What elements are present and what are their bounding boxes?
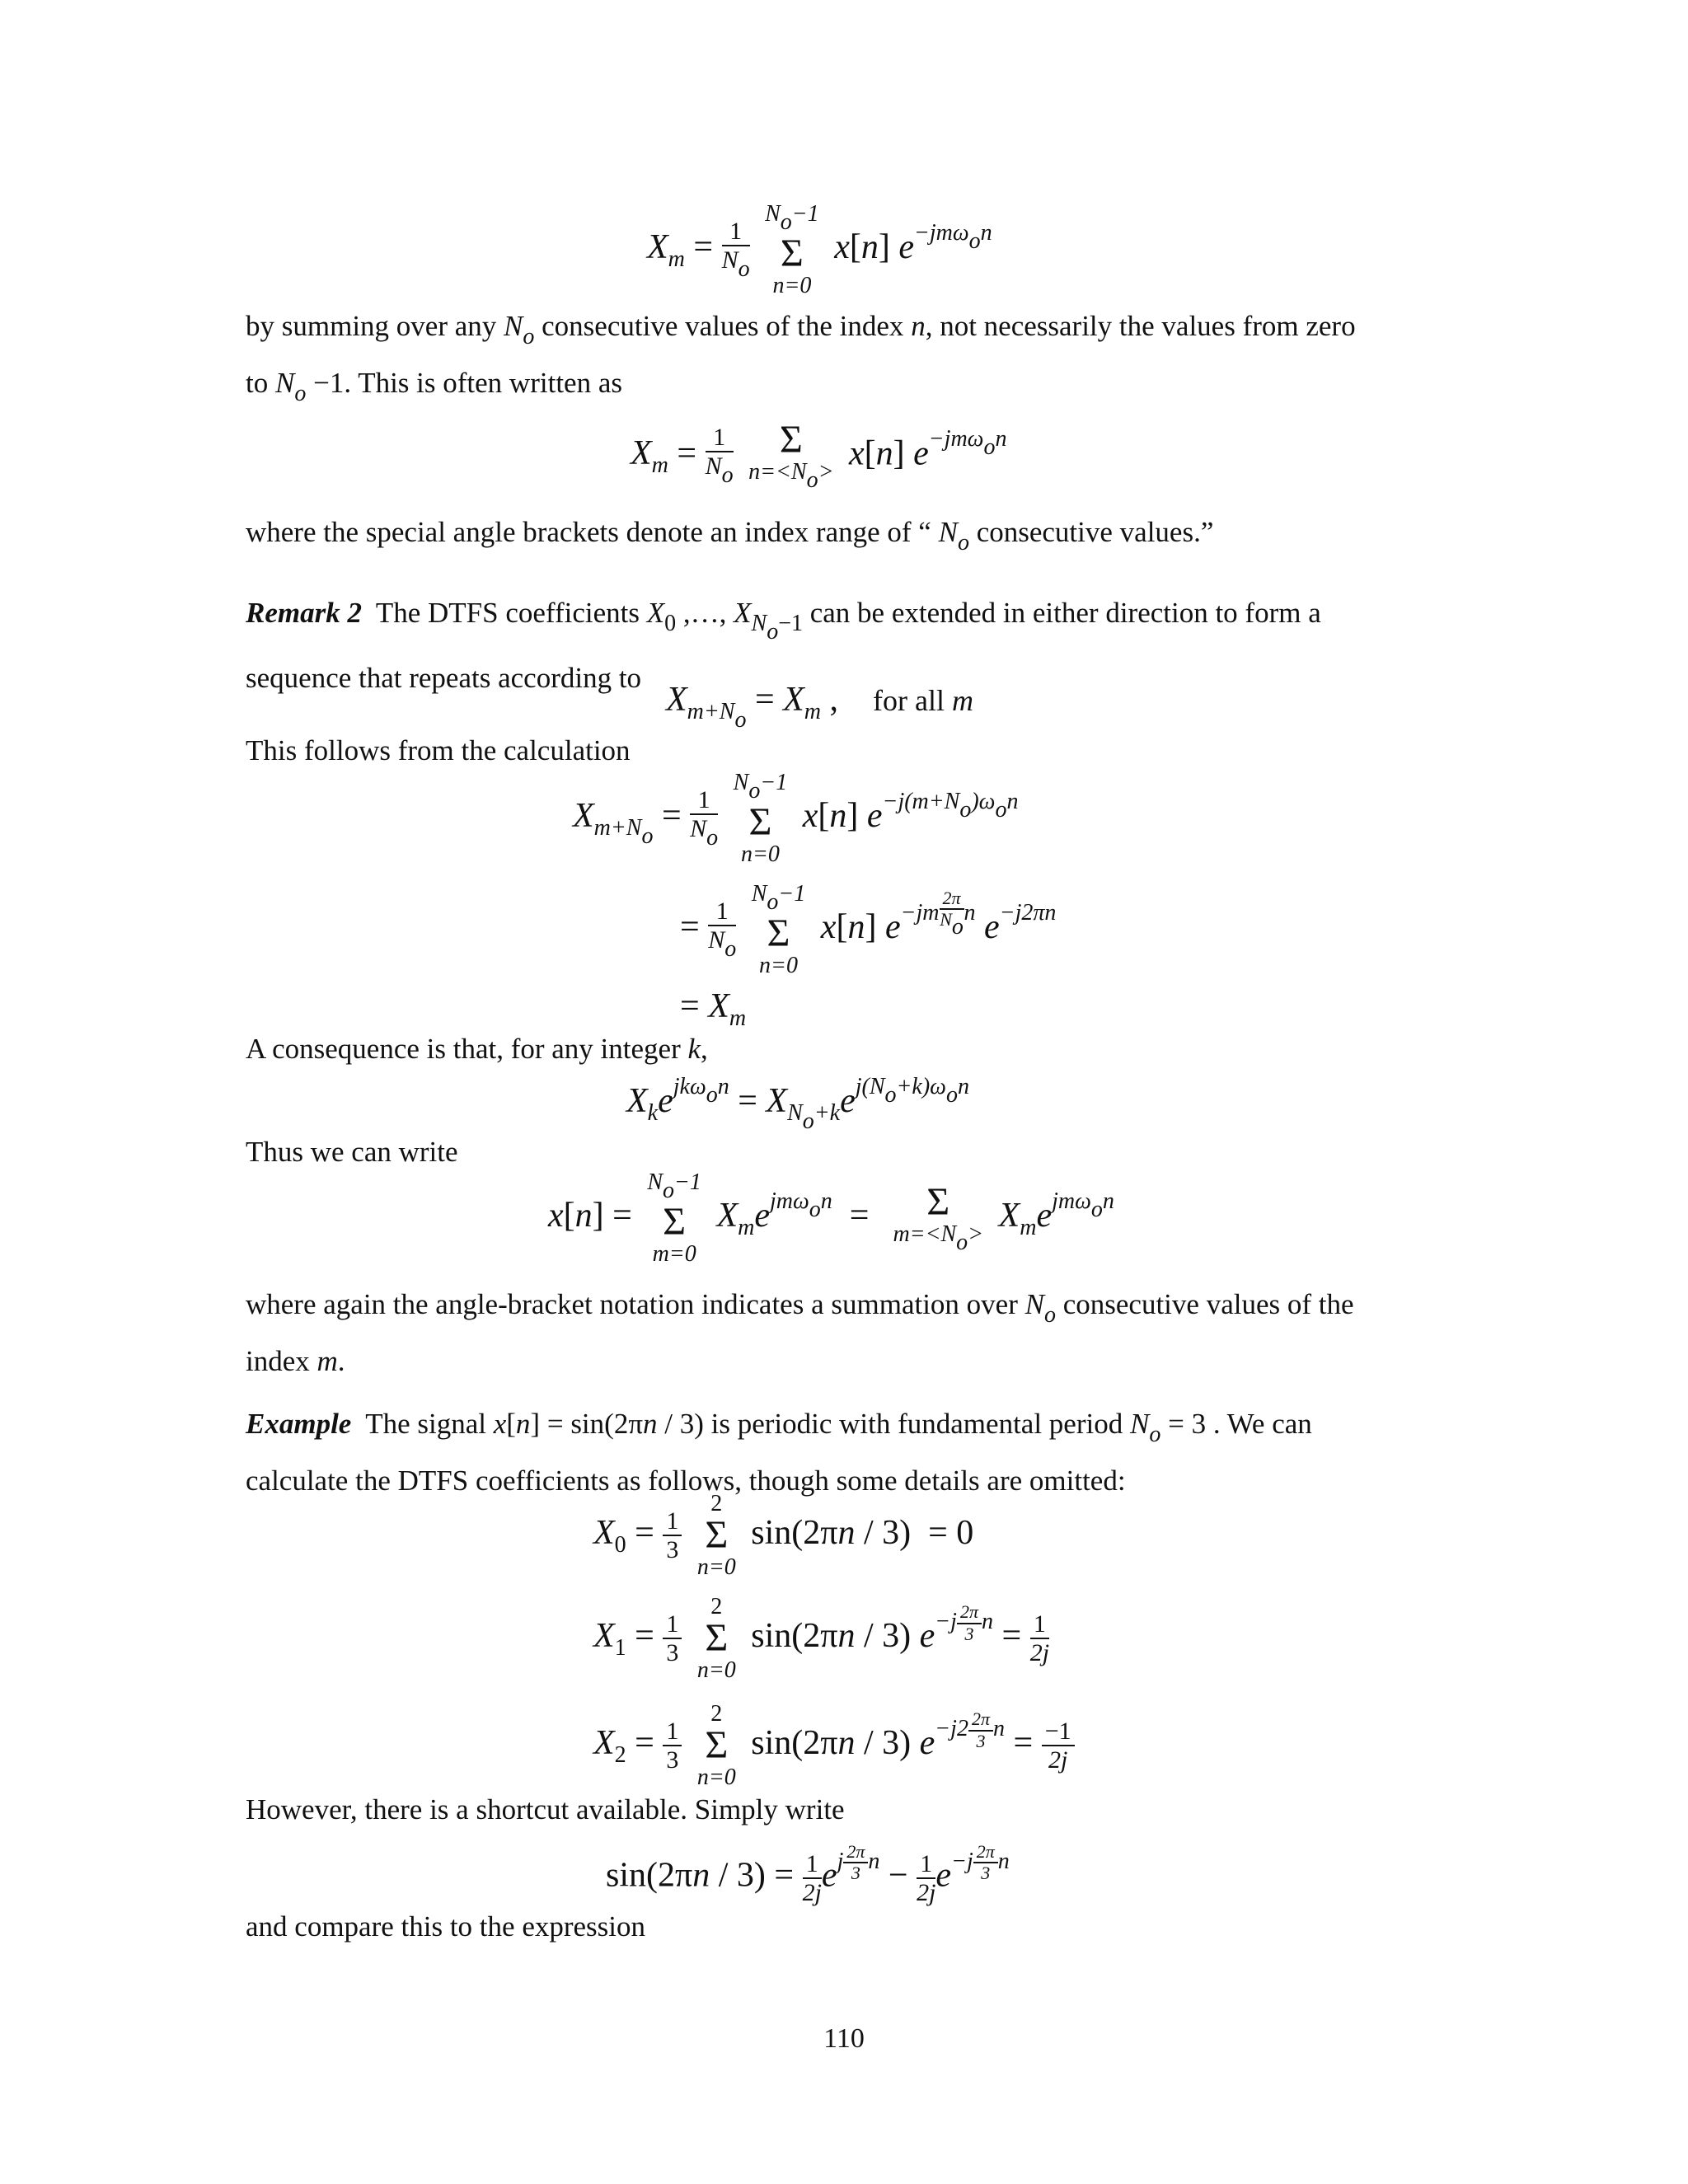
paragraph-again: where again the angle-bracket notation indicates a summation over $N_o$ consecutive values of the index m.: [246, 1288, 1354, 1377]
equation-x2: $X_2$ = $\frac{1}{3}$ 2 Σ n=0 sin(2πn / 3) $e^{-j2 \frac{2\pi}{3} n}$ = $\frac{-1}{2j}$: [593, 1702, 1075, 1790]
equation-x0: $X_0$ = $\frac{1}{3}$ 2 Σ n=0 sin(2πn / 3) = 0: [593, 1491, 974, 1581]
paragraph-compare: and compare this to the expression: [246, 1910, 646, 1943]
paragraph-however: However, there is a shortcut available. Simply write: [246, 1793, 845, 1825]
paragraph-follows: This follows from the calculation: [246, 734, 631, 766]
paragraph-summing: by summing over any $N_o$ consecutive values of the index n, not necessarily the values from zero to $N_o -1$. This is often written as: [246, 310, 1356, 406]
paragraph-remark-2: Remark 2 The DTFS coefficients $X_0$ ,…, $X_{N_o-1}$ can be extended in either direction to form a sequence that repeats according to: [246, 597, 1321, 694]
equation-calc-line-3: = $X_m$: [680, 987, 747, 1031]
equation-xm-bracket: $X_m$ = $\frac{1}{N_o}$ Σ $n=<N_o> x[n]$ $e^{-jm\omega_on}$: [631, 418, 1007, 493]
paragraph-example: Example The signal x[n] = sin(2πn / 3) is periodic with fundamental period $N_o = 3$ . We can calculate the DTFS coefficients as follows, though some details are omitted:: [246, 1408, 1312, 1497]
equation-xm-sum: $X_m$ = $\frac{1}{N_o}$ $N_o-1$ Σ n=0 x[n] $e^{-jm\omega_on}$: [647, 201, 992, 299]
equation-x1: $X_1$ = $\frac{1}{3}$ 2 Σ n=0 sin(2πn / 3) $e^{-j \frac{2\pi}{3} n}$ = $\frac{1}{2j}$: [593, 1594, 1050, 1684]
equation-sin-expansion: sin(2πn / 3) = $\frac{1}{2j}$ $e^{j \frac{2\pi}{3} n}$ − $\frac{1}{2j}$ $e^{-j \frac{2\pi}{3} n}$: [606, 1841, 1010, 1906]
paragraph-consequence: A consequence is that, for any integer k,: [246, 1033, 708, 1065]
paragraph-thus: Thus we can write: [246, 1136, 458, 1168]
example-label: Example: [246, 1408, 352, 1440]
equation-xn-synthesis: $x[n] = N_o-1$ Σ m=0 $X_me^{jm\omega_on}$ = Σ $m=<N_o> X_me^{jm\omega_on}$: [548, 1169, 1114, 1268]
remark-label: Remark 2: [246, 597, 362, 629]
equation-calc-line-1: $X_{m+N_o}$ = $\frac{1}{N_o}$ $N_o-1$ Σ n=0 x[n] $e^{-j(m+N_o)\omega_on}$: [573, 770, 1019, 868]
equation-consequence: $X_ke^{jk\omega_on} = X_{N_o+k}e^{j(N_o+k)\omega_on}$: [626, 1074, 969, 1134]
page-number: 110: [823, 2023, 865, 2054]
paragraph-angle-brackets: where the special angle brackets denote an index range of “ $N_o$ consecutive values.”: [246, 516, 1214, 555]
equation-calc-line-2: = $\frac{1}{N_o}$ $N_o-1$ Σ n=0 x[n] $e^{-jm \frac{2\pi}{N_o} n}$ $e^{-j2\pi n}$: [680, 881, 1057, 979]
equation-periodicity: $X_{m+N_o} = X_m$ , for all m: [666, 681, 973, 733]
